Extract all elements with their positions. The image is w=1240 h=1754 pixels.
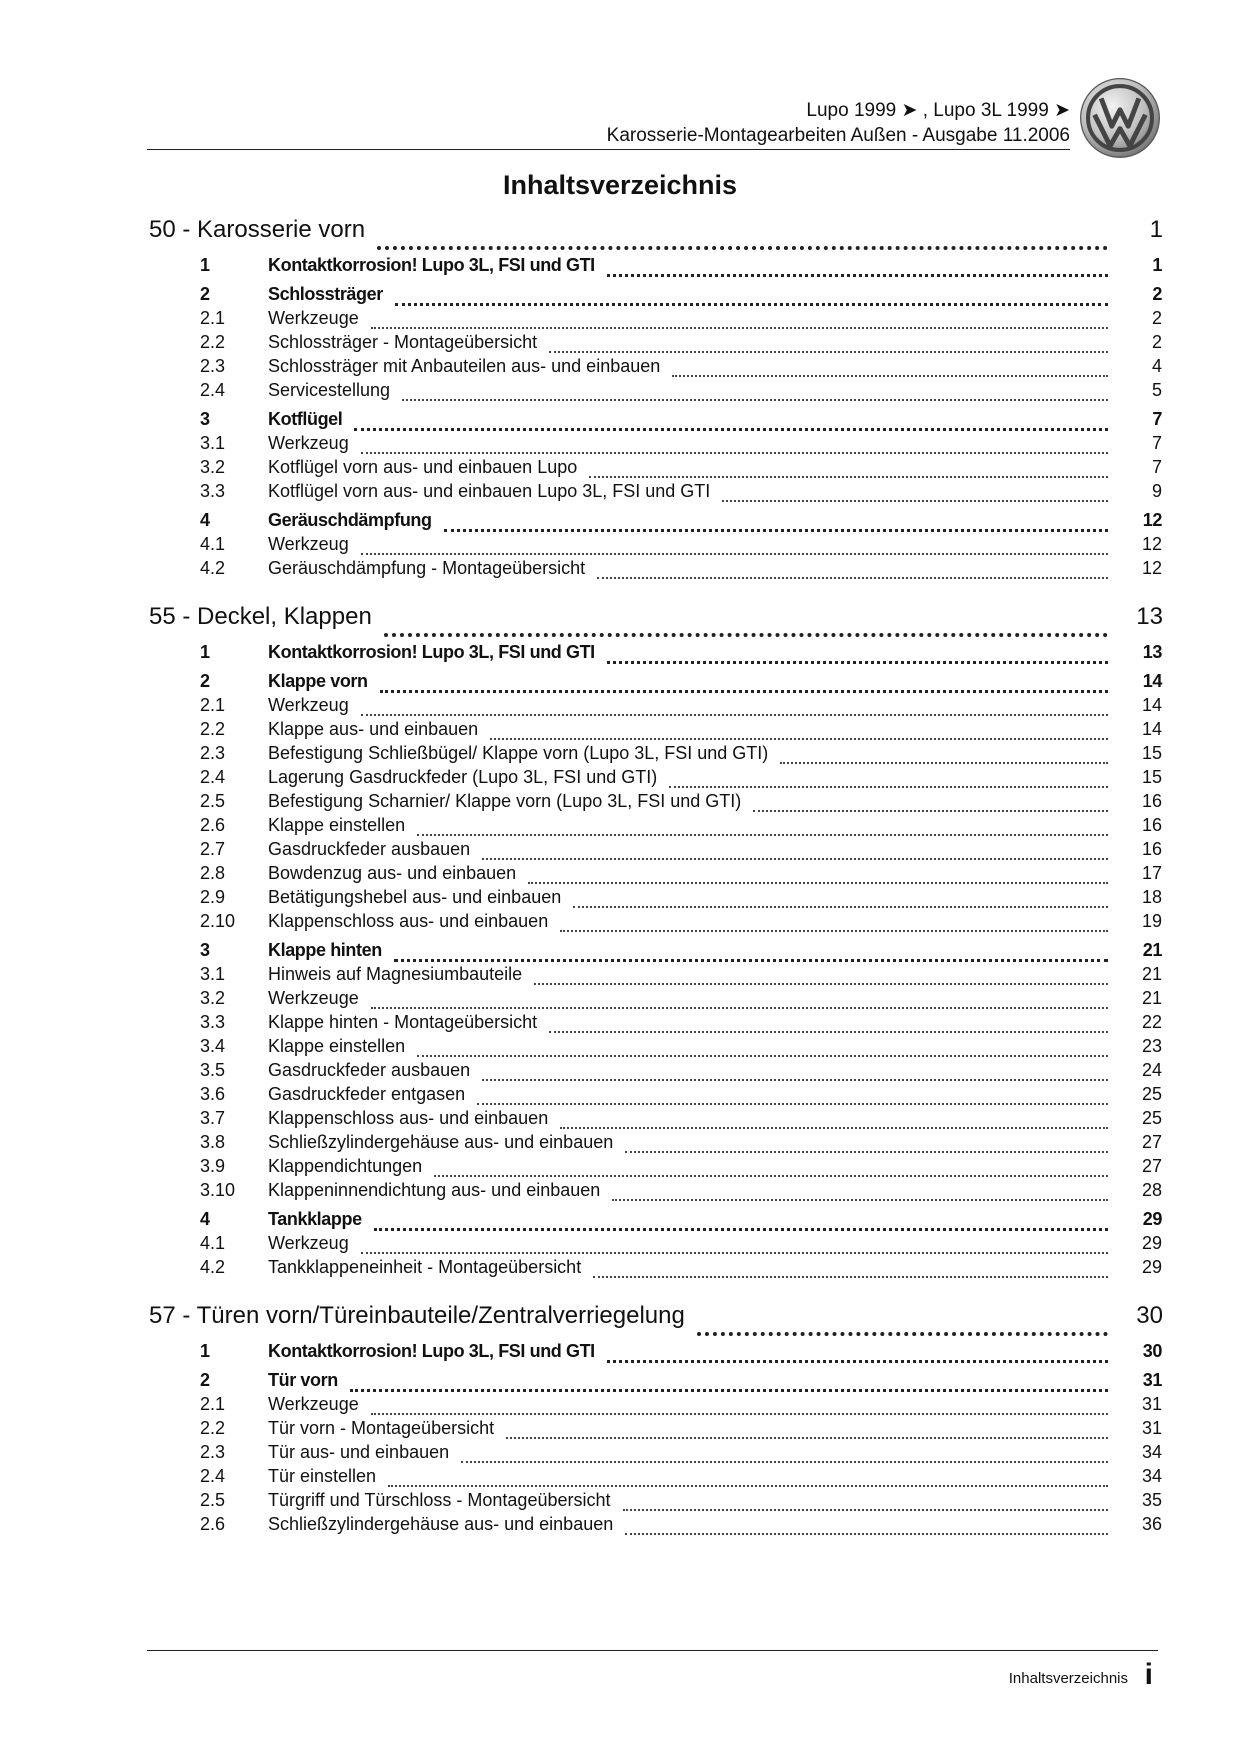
- toc-subsection[interactable]: [0, 791, 1240, 815]
- toc-section[interactable]: [0, 510, 1240, 534]
- toc-entry-label: Schließzylindergehäuse aus- und einbauen: [268, 1514, 614, 1534]
- toc-entry-number: 2.9: [200, 887, 226, 907]
- toc-page-number: 2: [1152, 284, 1162, 304]
- toc-subsection[interactable]: [0, 1108, 1240, 1132]
- toc-leader-dots: [549, 1020, 1108, 1033]
- toc-entry-number: 2.6: [200, 815, 226, 835]
- toc-entry-label: Geräuschdämpfung: [268, 510, 432, 530]
- toc-entry-label: Gasdruckfeder ausbauen: [268, 1060, 471, 1080]
- toc-leader-dots: [384, 611, 1108, 637]
- page-title: Inhaltsverzeichnis: [502, 170, 738, 200]
- toc-page-number: 29: [1142, 1209, 1162, 1229]
- toc-entry-number: 4: [200, 1209, 210, 1229]
- toc-leader-dots: [444, 518, 1108, 532]
- toc-entry-number: 2.6: [200, 1514, 226, 1534]
- toc-entry-number: 2.2: [200, 1418, 226, 1438]
- toc-leader-dots: [361, 542, 1108, 555]
- toc-entry-number: 1: [200, 255, 210, 275]
- toc-subsection[interactable]: [0, 1514, 1240, 1538]
- toc-entry-number: 2.1: [200, 308, 226, 328]
- toc-subsection[interactable]: [0, 1060, 1240, 1084]
- toc-subsection[interactable]: [0, 332, 1240, 356]
- toc-leader-dots: [461, 1450, 1108, 1463]
- toc-chapter[interactable]: [0, 603, 1240, 637]
- toc-subsection[interactable]: [0, 911, 1240, 935]
- toc-page-number: 1: [1152, 255, 1162, 275]
- toc-entry-number: 3.7: [200, 1108, 226, 1128]
- toc-page-number: 31: [1142, 1370, 1162, 1390]
- toc-subsection[interactable]: [0, 534, 1240, 558]
- toc-entry-label: Bowdenzug aus- und einbauen: [268, 863, 517, 883]
- toc-subsection[interactable]: [0, 1084, 1240, 1108]
- toc-leader-dots: [549, 340, 1108, 353]
- toc-entry-label: Klappeninnendichtung aus- und einbauen: [268, 1180, 601, 1200]
- toc-page-number: 21: [1141, 988, 1162, 1008]
- toc-section[interactable]: [0, 940, 1240, 964]
- toc-page-number: 27: [1141, 1156, 1162, 1176]
- toc-entry-label: 50 - Karosserie vorn: [149, 216, 366, 243]
- toc-page-number: 14: [1142, 671, 1162, 691]
- toc-entry-number: 4.1: [200, 1233, 226, 1253]
- toc-entry-number: 2.4: [200, 1466, 226, 1486]
- toc-subsection[interactable]: [0, 719, 1240, 743]
- toc-leader-dots: [528, 871, 1108, 884]
- toc-entry-label: Kotflügel: [268, 409, 343, 429]
- toc-leader-dots: [371, 1402, 1108, 1415]
- toc-entry-label: Werkzeug: [268, 433, 349, 453]
- toc-entry-label: Kotflügel vorn aus- und einbauen Lupo 3L, FSI und GTI: [268, 481, 711, 501]
- toc-leader-dots: [597, 566, 1108, 579]
- toc-entry-number: 4.2: [200, 558, 226, 578]
- toc-entry-label: 57 - Türen vorn/Türeinbauteile/Zentralverriegelung: [149, 1302, 685, 1329]
- toc-entry-number: 1: [200, 1341, 210, 1361]
- toc-entry-number: 2.10: [200, 911, 236, 931]
- toc-leader-dots: [560, 919, 1108, 932]
- toc-page-number: 23: [1141, 1036, 1162, 1056]
- toc-entry-label: Gasdruckfeder ausbauen: [268, 839, 471, 859]
- toc-entry-number: 2: [200, 284, 210, 304]
- toc-entry-label: Kontaktkorrosion! Lupo 3L, FSI und GTI: [268, 642, 595, 662]
- toc-leader-dots: [573, 895, 1108, 908]
- toc-section[interactable]: [0, 409, 1240, 433]
- toc-subsection[interactable]: [0, 815, 1240, 839]
- toc-page-number: 29: [1141, 1257, 1162, 1277]
- toc-leader-dots: [607, 1349, 1108, 1363]
- toc-page-number: 9: [1151, 481, 1162, 501]
- toc-entry-number: 4: [200, 510, 210, 530]
- toc-entry-label: Werkzeuge: [268, 1394, 359, 1414]
- toc-page-number: 31: [1141, 1418, 1162, 1438]
- toc-page-number: 7: [1152, 409, 1162, 429]
- toc-section[interactable]: [0, 642, 1240, 666]
- toc-entry-label: Klappe aus- und einbauen: [268, 719, 479, 739]
- toc-entry-label: Werkzeuge: [268, 308, 359, 328]
- toc-subsection[interactable]: [0, 839, 1240, 863]
- toc-leader-dots: [534, 972, 1108, 985]
- toc-page-number: 28: [1141, 1180, 1162, 1200]
- toc-page-number: 19: [1141, 911, 1162, 931]
- toc-entry-label: Klappenschloss aus- und einbauen: [268, 1108, 549, 1128]
- footer-label: Inhaltsverzeichnis: [1008, 1670, 1128, 1687]
- toc-leader-dots: [434, 1164, 1108, 1177]
- toc-page-number: 12: [1142, 510, 1162, 530]
- toc-leader-dots: [354, 417, 1108, 431]
- toc-entry-label: Tür einstellen: [268, 1466, 377, 1486]
- footer-page-number: i: [1144, 1658, 1153, 1691]
- toc-subsection[interactable]: [0, 695, 1240, 719]
- toc-entry-number: 2: [200, 671, 210, 691]
- toc-leader-dots: [560, 1116, 1108, 1129]
- toc-entry-number: 3.1: [200, 433, 226, 453]
- toc-entry-label: Kotflügel vorn aus- und einbauen Lupo: [268, 457, 578, 477]
- toc-entry-number: 3.3: [200, 481, 226, 501]
- toc-entry-number: 2.1: [200, 695, 226, 715]
- toc-entry-label: Geräuschdämpfung - Montageübersicht: [268, 558, 586, 578]
- toc-entry-number: 2.2: [200, 719, 226, 739]
- toc-page-number: 24: [1141, 1060, 1162, 1080]
- toc-page-number: 12: [1141, 534, 1162, 554]
- toc-page-number: 12: [1141, 558, 1162, 578]
- toc-entry-label: Werkzeug: [268, 1233, 349, 1253]
- toc-subsection[interactable]: [0, 356, 1240, 380]
- toc-entry-label: Werkzeug: [268, 695, 349, 715]
- toc-page-number: 18: [1141, 887, 1162, 907]
- toc-subsection[interactable]: [0, 1466, 1240, 1490]
- toc-leader-dots: [669, 775, 1108, 788]
- toc-section[interactable]: [0, 671, 1240, 695]
- toc-entry-number: 3.4: [200, 1036, 226, 1056]
- toc-section[interactable]: [0, 255, 1240, 279]
- toc-leader-dots: [380, 679, 1108, 693]
- toc-entry-label: Tür vorn - Montageübersicht: [268, 1418, 495, 1438]
- toc-leader-dots: [350, 1378, 1108, 1392]
- toc-page-number: 35: [1141, 1490, 1162, 1510]
- toc-entry-number: 2.5: [200, 791, 226, 811]
- toc-subsection[interactable]: [0, 988, 1240, 1012]
- toc-leader-dots: [361, 703, 1108, 716]
- toc-leader-dots: [482, 847, 1108, 860]
- toc-leader-dots: [361, 1241, 1108, 1254]
- toc-entry-number: 2.3: [200, 356, 226, 376]
- toc-page-number: 17: [1141, 863, 1162, 883]
- toc-subsection[interactable]: [0, 1180, 1240, 1204]
- toc-subsection[interactable]: [0, 1012, 1240, 1036]
- toc-subsection[interactable]: [0, 887, 1240, 911]
- toc-entry-number: 2.4: [200, 380, 226, 400]
- toc-entry-label: Befestigung Schließbügel/ Klappe vorn (Lupo 3L, FSI und GTI): [268, 743, 769, 763]
- toc-subsection[interactable]: [0, 863, 1240, 887]
- toc-leader-dots: [672, 364, 1108, 377]
- toc-page-number: 16: [1141, 815, 1162, 835]
- toc-entry-number: 3.6: [200, 1084, 226, 1104]
- toc-leader-dots: [371, 316, 1108, 329]
- toc-leader-dots: [388, 1474, 1108, 1487]
- toc-entry-number: 3: [200, 409, 210, 429]
- toc-entry-number: 3.8: [200, 1132, 226, 1152]
- toc-leader-dots: [371, 996, 1108, 1009]
- toc-subsection[interactable]: [0, 964, 1240, 988]
- toc-entry-number: 2: [200, 1370, 210, 1390]
- toc-entry-label: Tür vorn: [268, 1370, 338, 1390]
- toc-page-number: 16: [1141, 791, 1162, 811]
- toc-page-number: 29: [1141, 1233, 1162, 1253]
- toc-leader-dots: [612, 1188, 1108, 1201]
- toc-page-number: 34: [1141, 1466, 1162, 1486]
- toc-entry-number: 3.3: [200, 1012, 226, 1032]
- toc-entry-label: Schlossträger mit Anbauteilen aus- und einbauen: [268, 356, 661, 376]
- toc-entry-number: 3.10: [200, 1180, 236, 1200]
- toc-subsection[interactable]: [0, 457, 1240, 481]
- toc-entry-label: Klappe einstellen: [268, 815, 406, 835]
- toc-section[interactable]: [0, 1209, 1240, 1233]
- toc-entry-label: Klappenschloss aus- und einbauen: [268, 911, 549, 931]
- toc-subsection[interactable]: [0, 743, 1240, 767]
- toc-entry-label: Tankklappe: [268, 1209, 362, 1229]
- toc-entry-number: 3: [200, 940, 210, 960]
- toc-leader-dots: [697, 1310, 1108, 1336]
- toc-page-number: 16: [1141, 839, 1162, 859]
- toc-page-number: 14: [1141, 719, 1162, 739]
- toc-leader-dots: [417, 1044, 1108, 1057]
- toc-page-number: 31: [1141, 1394, 1162, 1414]
- toc-entry-number: 2.5: [200, 1490, 226, 1510]
- toc-entry-label: Befestigung Scharnier/ Klappe vorn (Lupo 3L, FSI und GTI): [268, 791, 742, 811]
- toc-entry-label: 55 - Deckel, Klappen: [149, 603, 372, 630]
- toc-page-number: 25: [1141, 1084, 1162, 1104]
- toc-subsection[interactable]: [0, 1233, 1240, 1257]
- toc-page-number: 7: [1151, 433, 1162, 453]
- toc-section[interactable]: [0, 284, 1240, 308]
- toc-subsection[interactable]: [0, 1442, 1240, 1466]
- toc-entry-label: Werkzeuge: [268, 988, 359, 1008]
- toc-subsection[interactable]: [0, 1394, 1240, 1418]
- toc-leader-dots: [361, 441, 1108, 454]
- toc-subsection[interactable]: [0, 433, 1240, 457]
- toc-leader-dots: [377, 224, 1108, 250]
- toc-leader-dots: [593, 1265, 1108, 1278]
- toc-subsection[interactable]: [0, 1132, 1240, 1156]
- toc-page-number: 15: [1141, 767, 1162, 787]
- toc-entry-number: 2.3: [200, 1442, 226, 1462]
- toc-leader-dots: [625, 1140, 1108, 1153]
- toc-page-number: 2: [1151, 308, 1162, 328]
- toc-entry-number: 4.1: [200, 534, 226, 554]
- toc-entry-label: Klappe einstellen: [268, 1036, 406, 1056]
- toc-page-number: 27: [1141, 1132, 1162, 1152]
- toc-page-number: 22: [1141, 1012, 1162, 1032]
- toc-leader-dots: [625, 1522, 1108, 1535]
- toc-entry-label: Tankklappeneinheit - Montageübersicht: [268, 1257, 582, 1277]
- toc-subsection[interactable]: [0, 1257, 1240, 1281]
- toc-subsection[interactable]: [0, 308, 1240, 332]
- toc-entry-label: Kontaktkorrosion! Lupo 3L, FSI und GTI: [268, 255, 595, 275]
- toc-entry-label: Schließzylindergehäuse aus- und einbauen: [268, 1132, 614, 1152]
- toc-entry-label: Klappe hinten: [268, 940, 382, 960]
- toc-leader-dots: [506, 1426, 1108, 1439]
- vw-logo-icon: [1079, 77, 1161, 159]
- toc-page-number: 13: [1136, 603, 1163, 630]
- toc-page-number: 15: [1141, 743, 1162, 763]
- toc-entry-number: 4.2: [200, 1257, 226, 1277]
- toc-section[interactable]: [0, 1370, 1240, 1394]
- toc-entry-label: Klappe vorn: [268, 671, 368, 691]
- toc-entry-label: Werkzeug: [268, 534, 349, 554]
- toc-leader-dots: [402, 388, 1108, 401]
- toc-entry-number: 2.4: [200, 767, 226, 787]
- toc-leader-dots: [753, 799, 1108, 812]
- toc-entry-number: 2.2: [200, 332, 226, 352]
- toc-page-number: 5: [1151, 380, 1162, 400]
- header-subtitle: Karosserie-Montagearbeiten Außen - Ausgabe 11.2006: [606, 125, 1070, 146]
- header-models: Lupo 1999 ➤ , Lupo 3L 1999 ➤: [806, 100, 1070, 121]
- toc-leader-dots: [722, 489, 1108, 502]
- toc-leader-dots: [395, 292, 1108, 306]
- toc-entry-number: 3.1: [200, 964, 226, 984]
- toc-page-number: 25: [1141, 1108, 1162, 1128]
- toc-page-number: 4: [1151, 356, 1162, 376]
- toc-subsection[interactable]: [0, 1418, 1240, 1442]
- toc-page-number: 7: [1151, 457, 1162, 477]
- toc-subsection[interactable]: [0, 481, 1240, 505]
- toc-entry-label: Servicestellung: [268, 380, 391, 400]
- toc-entry-label: Klappendichtungen: [268, 1156, 423, 1176]
- toc-leader-dots: [477, 1092, 1108, 1105]
- toc-subsection[interactable]: [0, 1490, 1240, 1514]
- toc-leader-dots: [374, 1217, 1108, 1231]
- toc-entry-label: Gasdruckfeder entgasen: [268, 1084, 466, 1104]
- toc-subsection[interactable]: [0, 767, 1240, 791]
- header-divider: [147, 149, 1070, 150]
- toc-entry-label: Hinweis auf Magnesiumbauteile: [268, 964, 523, 984]
- toc-leader-dots: [589, 465, 1108, 478]
- toc-entry-label: Lagerung Gasdruckfeder (Lupo 3L, FSI und GTI): [268, 767, 658, 787]
- toc-page-number: 30: [1142, 1341, 1162, 1361]
- toc-entry-number: 3.2: [200, 988, 226, 1008]
- toc-entry-number: 2.3: [200, 743, 226, 763]
- toc-subsection[interactable]: [0, 1156, 1240, 1180]
- toc-entry-number: 2.7: [200, 839, 226, 859]
- toc-page-number: 1: [1149, 216, 1163, 243]
- toc-leader-dots: [607, 650, 1108, 664]
- toc-entry-label: Klappe hinten - Montageübersicht: [268, 1012, 538, 1032]
- toc-section[interactable]: [0, 1341, 1240, 1365]
- toc-entry-number: 2.1: [200, 1394, 226, 1414]
- toc-entry-label: Schlossträger - Montageübersicht: [268, 332, 538, 352]
- toc-entry-number: 3.2: [200, 457, 226, 477]
- toc-chapter[interactable]: [0, 1302, 1240, 1336]
- toc-page-number: 30: [1136, 1302, 1163, 1329]
- toc-entry-label: Betätigungshebel aus- und einbauen: [268, 887, 562, 907]
- toc-entry-label: Türgriff und Türschloss - Montageübersicht: [268, 1490, 611, 1510]
- toc-leader-dots: [780, 751, 1108, 764]
- toc-page-number: 13: [1142, 642, 1162, 662]
- toc-entry-number: 3.9: [200, 1156, 226, 1176]
- toc-page-number: 21: [1142, 940, 1162, 960]
- footer-divider: [147, 1650, 1158, 1651]
- toc-page-number: 21: [1141, 964, 1162, 984]
- toc-page-number: 14: [1141, 695, 1162, 715]
- toc-leader-dots: [417, 823, 1108, 836]
- toc-entry-label: Tür aus- und einbauen: [268, 1442, 450, 1462]
- toc-chapter[interactable]: [0, 216, 1240, 250]
- toc-subsection[interactable]: [0, 558, 1240, 582]
- toc-page-number: 36: [1141, 1514, 1162, 1534]
- toc-leader-dots: [490, 727, 1108, 740]
- toc-entry-label: Kontaktkorrosion! Lupo 3L, FSI und GTI: [268, 1341, 595, 1361]
- toc-page-number: 34: [1141, 1442, 1162, 1462]
- toc-entry-label: Schlossträger: [268, 284, 383, 304]
- toc-entry-number: 2.8: [200, 863, 226, 883]
- toc-subsection[interactable]: [0, 1036, 1240, 1060]
- toc-subsection[interactable]: [0, 380, 1240, 404]
- toc-leader-dots: [394, 948, 1108, 962]
- toc-leader-dots: [623, 1498, 1108, 1511]
- toc-leader-dots: [607, 263, 1108, 277]
- toc-entry-number: 1: [200, 642, 210, 662]
- toc-entry-number: 3.5: [200, 1060, 226, 1080]
- toc-leader-dots: [482, 1068, 1108, 1081]
- toc-page-number: 2: [1151, 332, 1162, 352]
